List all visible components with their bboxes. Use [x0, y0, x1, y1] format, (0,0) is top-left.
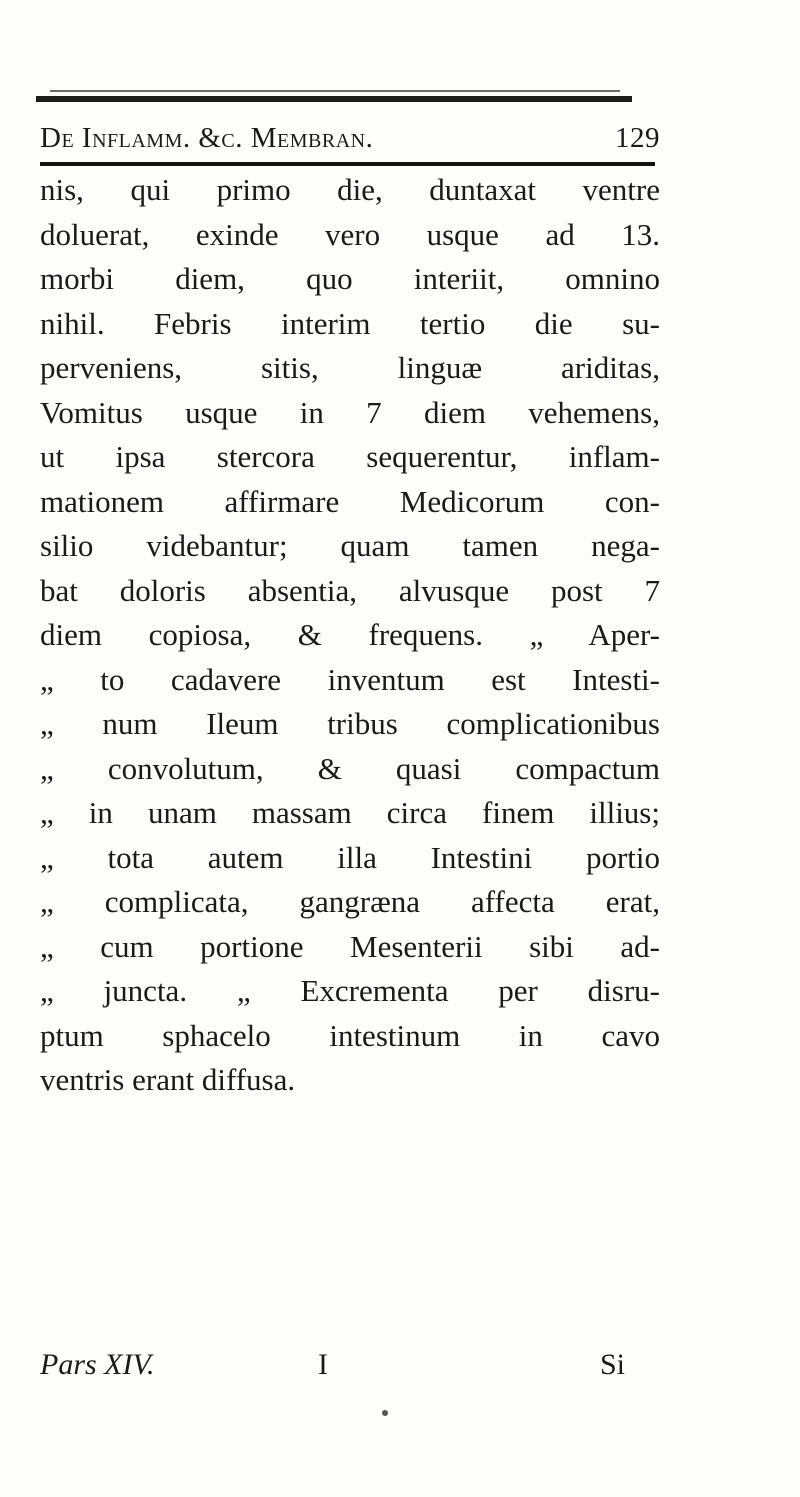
top-border — [36, 96, 632, 102]
text-line: mationem affirmare Medicorum con- — [40, 483, 660, 519]
running-head — [40, 122, 660, 158]
text-line: „ juncta. „ Excrementa per disru- — [40, 973, 660, 1008]
page-footer — [40, 1348, 660, 1392]
gathering-mark: I — [318, 1348, 328, 1381]
text-line: „ to cadavere inventum est Intesti- — [40, 661, 660, 697]
text-line: morbi diem, quo interiit, omnino — [40, 261, 660, 296]
ink-speck — [382, 1410, 388, 1416]
text-line: „ num Ileum tribus complicationibus — [40, 706, 660, 741]
body-text — [40, 168, 660, 1103]
page-number: 129 — [615, 122, 660, 154]
text-line: bat doloris absentia, alvusque post 7 — [40, 572, 660, 608]
text-line: perveniens, sitis, linguæ ariditas, — [40, 350, 660, 385]
text-line: „ complicata, gangræna affecta erat, — [40, 884, 660, 919]
text-line: „ tota autem illa Intestini portio — [40, 839, 660, 875]
running-head-title: De Inflamm. &c. Membran. — [40, 122, 374, 154]
text-line: ut ipsa stercora sequerentur, inflam- — [40, 439, 660, 474]
text-line: silio videbantur; quam tamen nega- — [40, 528, 660, 563]
text-line: nis, qui primo die, duntaxat ventre — [40, 172, 660, 207]
text-line: ventris erant diffusa. — [40, 1062, 296, 1097]
text-line: ptum sphacelo intestinum in cavo — [40, 1017, 660, 1053]
text-line: nihil. Febris interim tertio die su- — [40, 305, 660, 341]
catchword: Si — [600, 1348, 626, 1381]
text-line: Vomitus usque in 7 diem vehemens, — [40, 394, 660, 430]
text-line: diem copiosa, & frequens. „ Aper- — [40, 617, 660, 652]
text-line: „ in unam massam circa finem illius; — [40, 795, 660, 830]
top-border-thin — [50, 90, 620, 92]
text-line: „ cum portione Mesenterii sibi ad- — [40, 928, 660, 964]
text-line: doluerat, exinde vero usque ad 13. — [40, 216, 660, 252]
signature-mark: Pars XIV. — [40, 1348, 155, 1381]
text-line: „ convolutum, & quasi compactum — [40, 750, 660, 786]
header-rule — [40, 162, 655, 166]
